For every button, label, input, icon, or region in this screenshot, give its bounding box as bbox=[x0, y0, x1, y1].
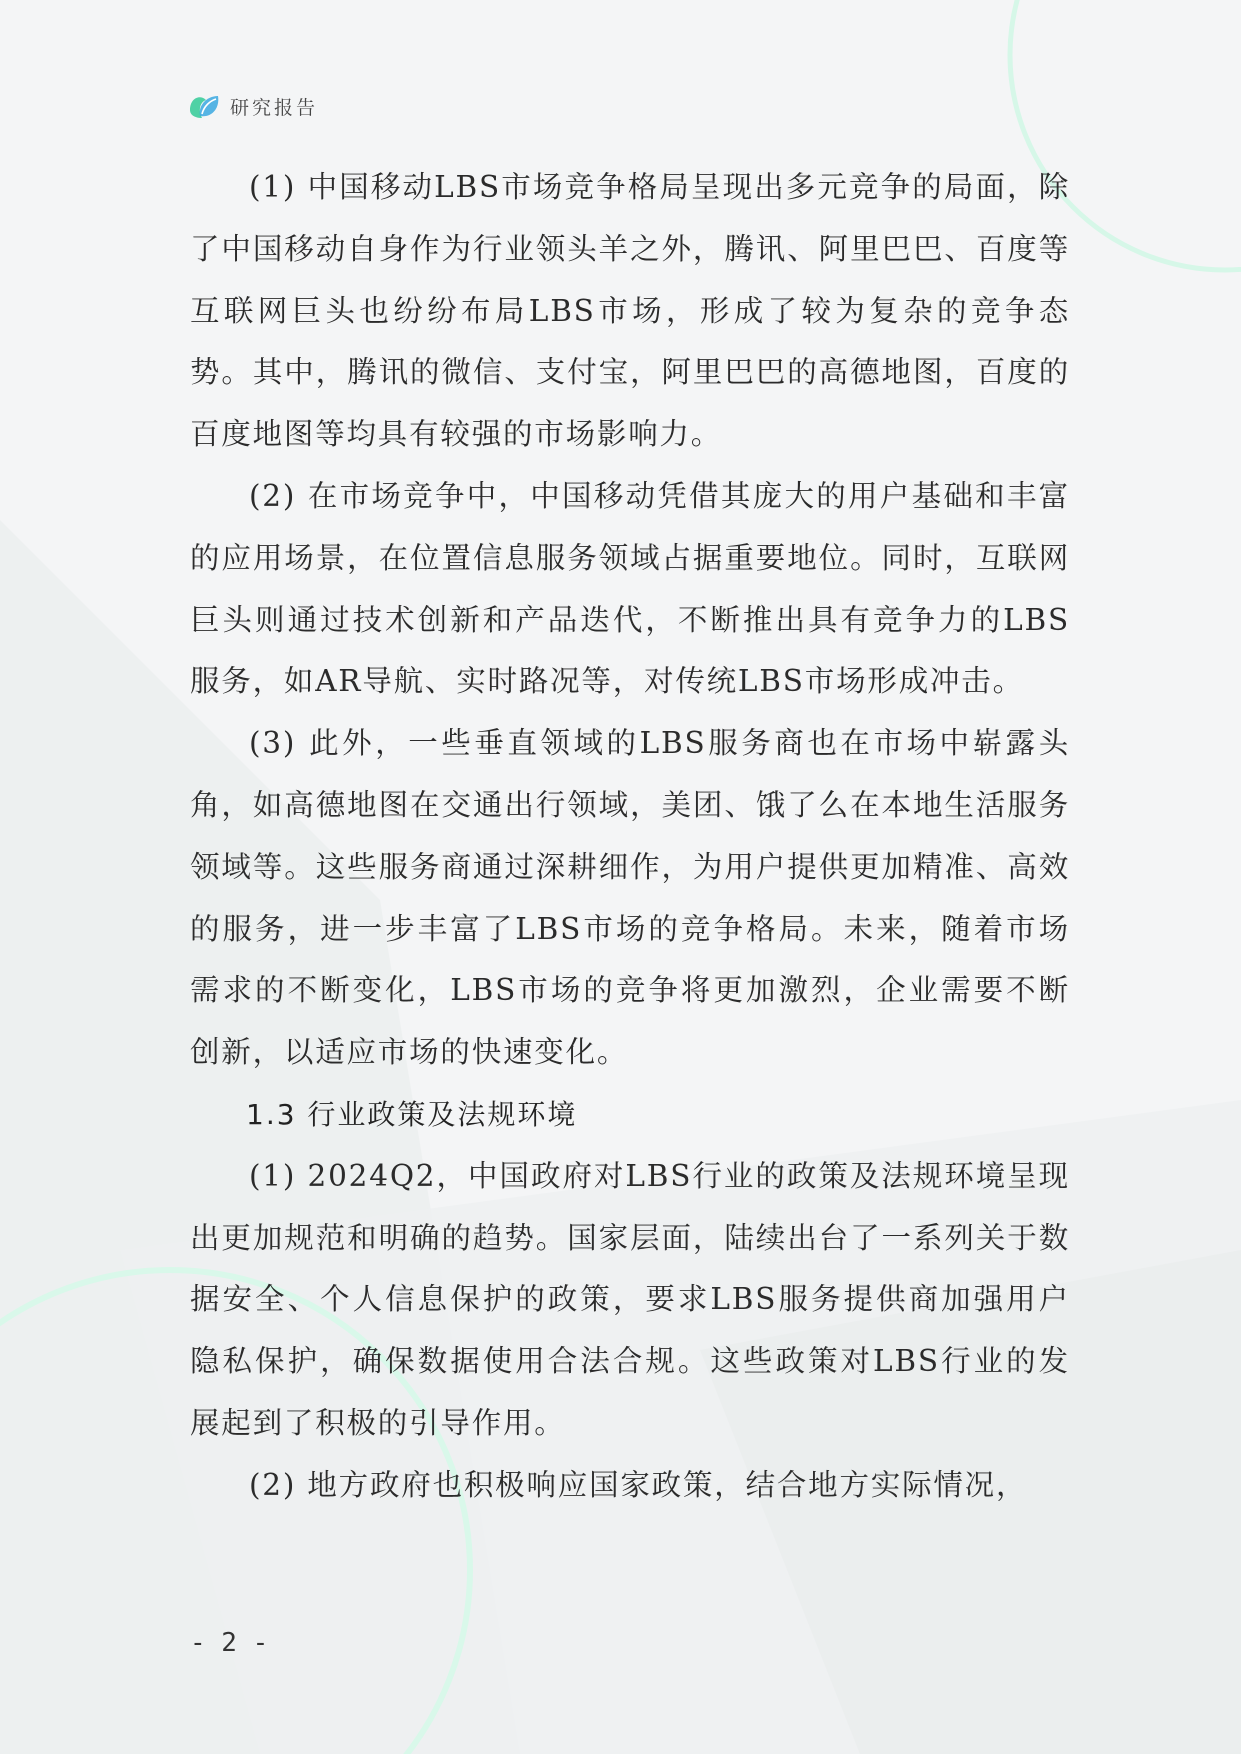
section-paragraph-1: (1) 2024Q2，中国政府对LBS行业的政策及法规环境呈现出更加规范和明确的趋势。国家层面，陆续出台了一系列关于数据安全、个人信息保护的政策，要求LBS服务提供商加强用户隐私保护，确保数据使用合法合规。这些政策对LBS行业的发展起到了积极的引导作用。 bbox=[190, 1158, 1070, 1440]
leaf-logo-icon bbox=[186, 88, 222, 124]
report-header bbox=[186, 88, 318, 124]
document-body bbox=[190, 157, 1070, 1517]
paragraph-1: (1) 中国移动LBS市场竞争格局呈现出多元竞争的局面，除了中国移动自身作为行业领头羊之外，腾讯、阿里巴巴、百度等互联网巨头也纷纷布局LBS市场，形成了较为复杂的竞争态势。其中，腾讯的微信、支付宝，阿里巴巴的高德地图，百度的百度地图等均具有较强的市场影响力。 bbox=[190, 170, 1070, 452]
section-paragraph-2: (2) 地方政府也积极响应国家政策，结合地方实际情况， bbox=[249, 1467, 1028, 1502]
paragraph-2: (2) 在市场竞争中，中国移动凭借其庞大的用户基础和丰富的应用场景，在位置信息服务领域占据重要地位。同时，互联网巨头则通过技术创新和产品迭代，不断推出具有竞争力的LBS服务，如AR导航、实时路况等，对传统LBS市场形成冲击。 bbox=[190, 478, 1070, 699]
section-heading: 1.3 行业政策及法规环境 bbox=[246, 1097, 578, 1131]
paragraph-3: (3) 此外，一些垂直领域的LBS服务商也在市场中崭露头角，如高德地图在交通出行领域，美团、饿了么在本地生活服务领域等。这些服务商通过深耕细作，为用户提供更加精准、高效的服务，进一步丰富了LBS市场的竞争格局。未来，随着市场需求的不断变化，LBS市场的竞争将更加激烈，企业需要不断创新，以适应市场的快速变化。 bbox=[190, 726, 1070, 1070]
page-number: - 2 - bbox=[190, 1628, 269, 1658]
report-title: 研究报告 bbox=[230, 96, 319, 119]
